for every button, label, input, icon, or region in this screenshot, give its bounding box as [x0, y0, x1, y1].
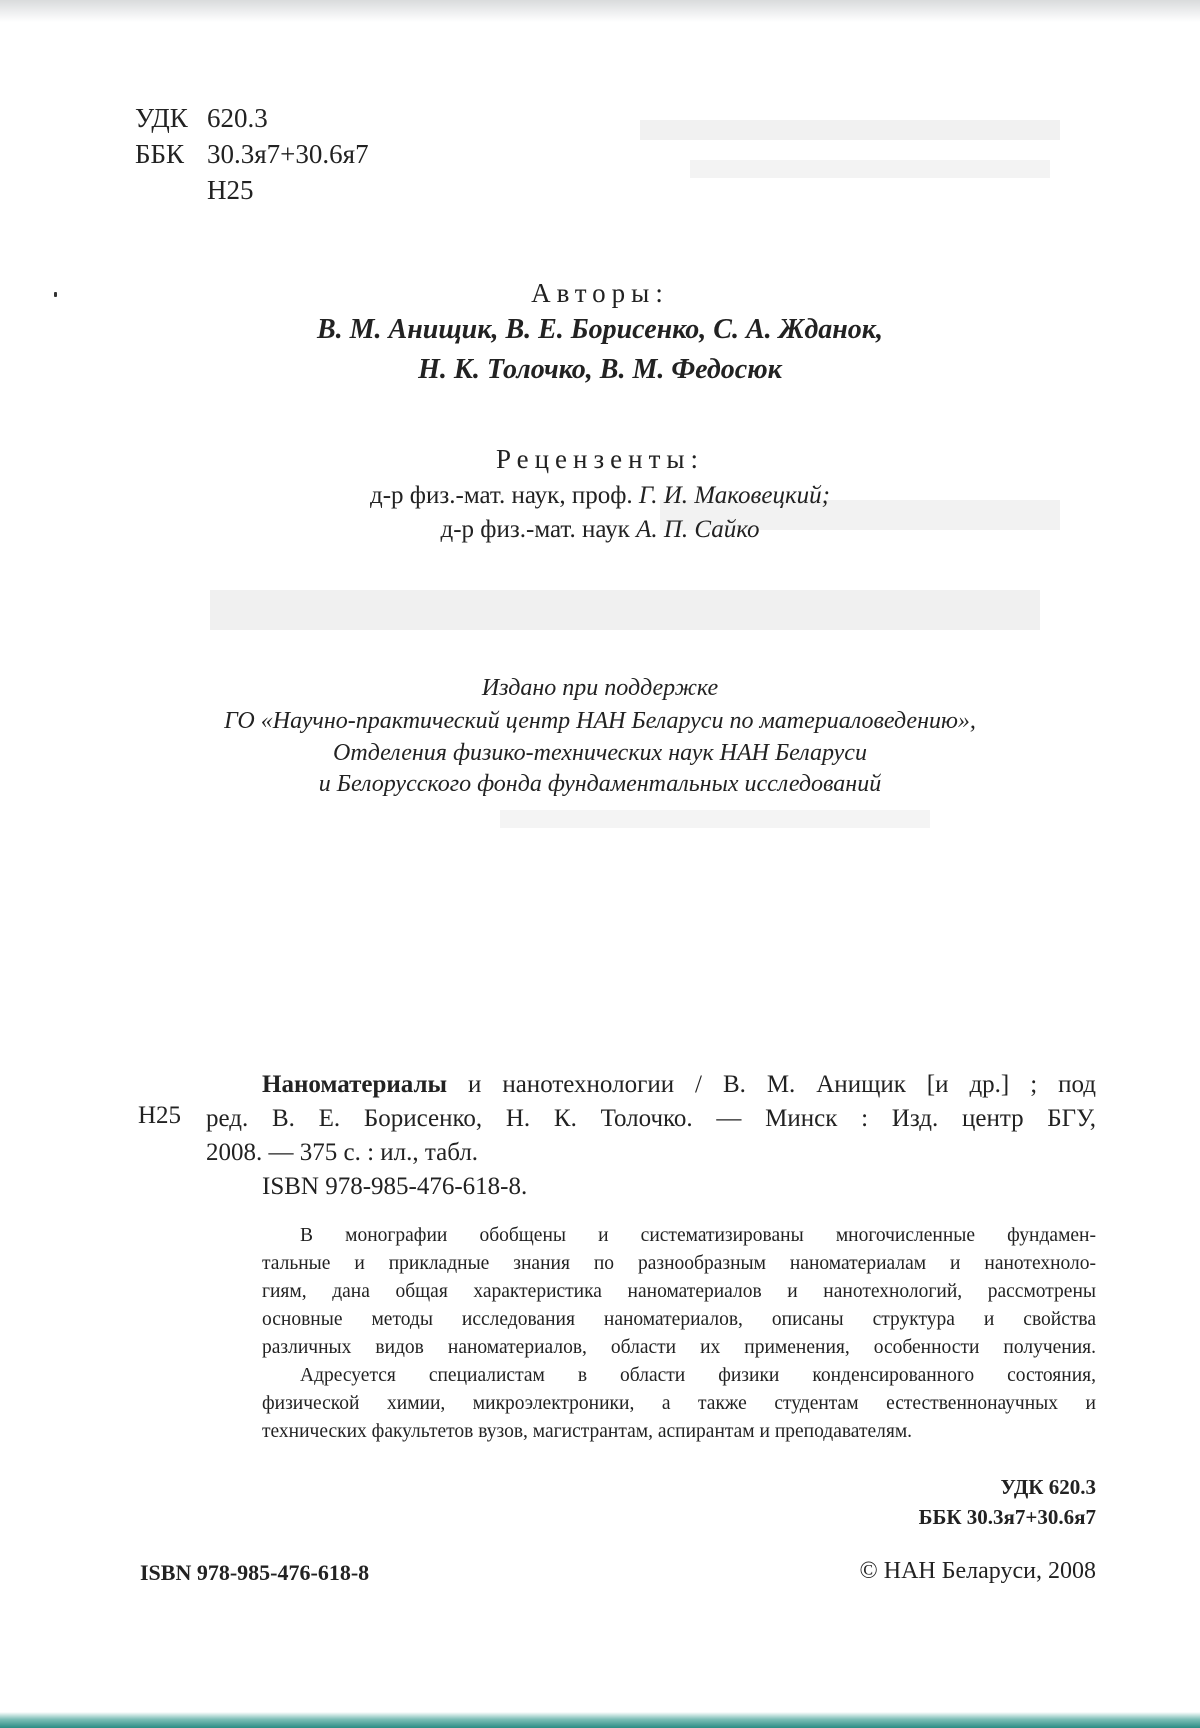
abstract [262, 1222, 1096, 1446]
abstract-p2-line-2: физической химии, микроэлектроники, а также студентам естественнонаучных и [262, 1393, 1096, 1414]
udk-row [135, 100, 369, 136]
biblio-line-3: 2008. — 375 с. : ил., табл. [206, 1139, 479, 1166]
scan-bottom-edge [0, 1712, 1200, 1728]
footer-bbk: ББК 30.3я7+30.6я7 [918, 1505, 1096, 1529]
bibliographic-record [206, 1068, 1096, 1204]
reviewer-2-title: д-р физ.-мат. наук [440, 516, 630, 543]
author-mark-row [135, 172, 369, 208]
abstract-p1-line-1: В монографии обобщены и систематизированы многочисленные фундамен- [300, 1225, 1096, 1246]
support-line-4: и Белорусского фонда фундаментальных исследований [318, 771, 882, 797]
abstract-p1-line-4: основные методы исследования наноматериалов, описаны структура и свойства [262, 1309, 1096, 1330]
abstract-p1-line-3: гиям, дана общая характеристика наноматериалов и нанотехнологий, рассмотрены [262, 1281, 1096, 1302]
authors-heading: Авторы: [531, 278, 669, 308]
support-line-3: Отделения физико-технических наук НАН Беларуси [333, 740, 867, 766]
reviewer-1-name: Г. И. Маковецкий; [638, 482, 830, 509]
support-line-2: ГО «Научно-практический центр НАН Беларуси по материаловедению», [224, 708, 976, 734]
author-mark: Н25 [207, 175, 254, 205]
abstract-p1-line-5: различных видов наноматериалов, области их применения, особенности получения. [262, 1337, 1096, 1358]
biblio-line-2: ред. В. Е. Борисенко, Н. К. Толочко. — Минск : Изд. центр БГУ, [206, 1105, 1096, 1132]
footer-udk: УДК 620.3 [1000, 1475, 1096, 1499]
biblio-isbn: ISBN 978-985-476-618-8. [262, 1173, 528, 1200]
biblio-author-mark: Н25 [138, 1102, 182, 1129]
bleed-through-band-5 [500, 810, 930, 828]
reviewer-1-title: д-р физ.-мат. наук, проф. [370, 482, 633, 509]
footer-classification-codes [919, 1472, 1096, 1532]
udk-value: 620.3 [207, 103, 268, 133]
support-line-1: Издано при поддержке [481, 675, 719, 701]
reviewers-heading: Рецензенты: [495, 444, 705, 474]
authors-line-2: Н. К. Толочко, В. М. Федосюк [418, 354, 782, 385]
reviewer-2 [0, 512, 1200, 548]
biblio-line-1-rest: и нанотехнологии / В. М. Анищик [и др.] ; под [447, 1071, 1096, 1098]
abstract-p2-line-3: технических факультетов вузов, магистрантам, аспирантам и преподавателям. [262, 1421, 913, 1442]
bbk-row [135, 136, 369, 172]
footer-copyright: © НАН Беларуси, 2008 [859, 1558, 1096, 1584]
reviewer-2-name: А. П. Сайко [636, 516, 760, 543]
reviewer-1 [0, 478, 1200, 514]
abstract-p1-line-2: тальные и прикладные знания по разнообразным наноматериалам и нанотехноло- [262, 1253, 1096, 1274]
classification-codes [135, 100, 369, 208]
footer-isbn: ISBN 978-985-476-618-8 [140, 1560, 370, 1585]
biblio-line-1 [262, 1068, 1096, 1102]
bleed-through-band-1 [640, 120, 1060, 140]
bleed-through-band-2 [690, 160, 1050, 178]
scan-top-edge [0, 0, 1200, 22]
bbk-label: ББК [135, 139, 185, 169]
authors-line-1: В. М. Анищик, В. Е. Борисенко, С. А. Жданок, [316, 314, 883, 345]
abstract-p2-line-1: Адресуется специалистам в области физики конденсированного состояния, [300, 1365, 1096, 1386]
udk-label: УДК [135, 103, 188, 133]
biblio-title: Наноматериалы [262, 1071, 448, 1098]
bbk-value: 30.3я7+30.6я7 [207, 139, 369, 169]
bleed-through-band-4 [210, 590, 1040, 630]
